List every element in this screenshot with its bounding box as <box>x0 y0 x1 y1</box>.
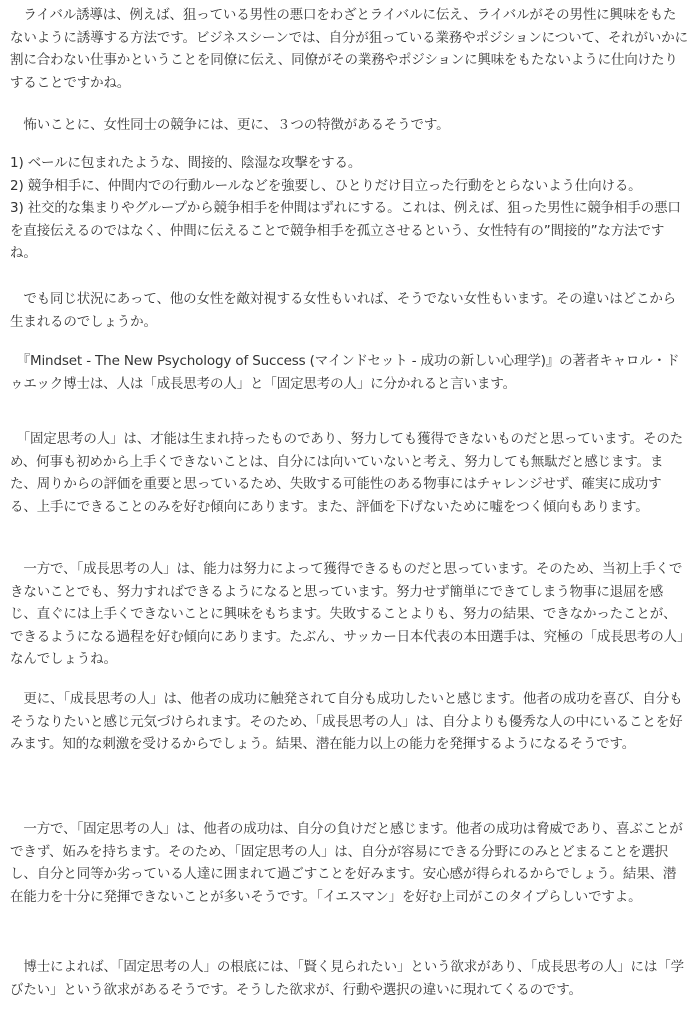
paragraph-three-features: 怖いことに、女性同士の競争には、更に、３つの特徴があるそうです。 <box>10 117 450 133</box>
paragraph-growth-others-success: 更に、「成長思考の人」は、他者の成功に触発されて自分も成功したいと感じます。他者の成功を喜び、自分もそうなりたいと感じ元気づけられます。そのため、「成長思考の人」は、自分よりも優秀な人の中にいることを好みます。知的な刺激を受けるからでしょう。結果、潜在能力以上の能力を発揮するようになるそうです。 <box>10 691 683 752</box>
paragraph-fixed-others-success: 一方で、「固定思考の人」は、他者の成功は、自分の負けだと感じます。他者の成功は脅威であり、喜ぶことができず、妬みを持ちます。そのため、「固定思考の人」は、自分が容易にできる分野にのみとどまることを選択し、自分と同等か劣っている人達に囲まれて過ごすことを好みます。安心感が得られるからでしょう。結果、潜在能力を十分に発揮できないことが多いそうです。「イエスマン」を好む上司がこのタイプらしいですよ。 <box>10 821 683 905</box>
paragraph-conclusion: 博士によれば、「固定思考の人」の根底には、「賢く見られたい」という欲求があり、「成長思考の人」には「学びたい」という欲求があるそうです。そうした欲求が、行動や選択の違いに現れてくるのです。 <box>10 959 684 998</box>
list-item: 3) 社交的な集まりやグループから競争相手を仲間はずれにする。これは、例えば、狙った男性に競争相手の悪口を直接伝えるのではなく、仲間に伝えることで競争相手を孤立させるという、女性特有の”間接的”な方法ですね。 <box>10 200 681 261</box>
paragraph-rival-guidance: ライバル誘導は、例えば、狙っている男性の悪口をわざとライバルに伝え、ライバルがその男性に興味をもたないように誘導する方法です。ビジネスシーンでは、自分が狙っている業務やポジションについて、それがいかに割に合わない仕事かということを同僚に伝え、同僚がその業務やポジションに興味をもたないように仕向けたりすることですかね。 <box>10 7 688 91</box>
paragraph-mindset-book: 『Mindset - The New Psychology of Success (マインドセット - 成功の新しい心理学)』の著者キャロル・ドゥエック博士は、人は「成長思考の人」と「固定思考の人」に分かれると言います。 <box>10 353 680 392</box>
list-item: 2) 競争相手に、仲間内での行動ルールなどを強要し、ひとりだけ目立った行動をとらないよう仕向ける。 <box>10 177 642 194</box>
paragraph-fixed-mindset: 「固定思考の人」は、才能は生まれ持ったものであり、努力しても獲得できないものだと思っています。そのため、何事も初めから上手くできないことは、自分には向いていないと考え、努力しても無駄だと感じます。また、周りからの評価を重要と思っているため、失敗する可能性のある物事にはチャレンジせず、確実に成功する、上手にできることのみを好む傾向にあります。また、評価を下げないために嘘をつく傾向もあります。 <box>10 431 684 515</box>
paragraph-difference-question: でも同じ状況にあって、他の女性を敵対視する女性もいれば、そうでない女性もいます。その違いはどこから生まれるのでしょうか。 <box>10 291 677 330</box>
feature-list <box>10 152 688 265</box>
list-item: 1) ベールに包まれたような、間接的、陰湿な攻撃をする。 <box>10 155 362 171</box>
paragraph-growth-mindset: 一方で、「成長思考の人」は、能力は努力によって獲得できるものだと思っています。そのため、当初上手くできないことでも、努力すればできるようになると思っています。努力せず簡単にできてしまう物事に退屈を感じ、直ぐには上手くできないことに興味をもちます。失敗することよりも、努力の結果、できなかったことが、できるようになる過程を好む傾向にあります。たぶん、サッカー日本代表の本田選手は、究極の「成長思考の人」なんでしょうね。 <box>10 561 684 667</box>
